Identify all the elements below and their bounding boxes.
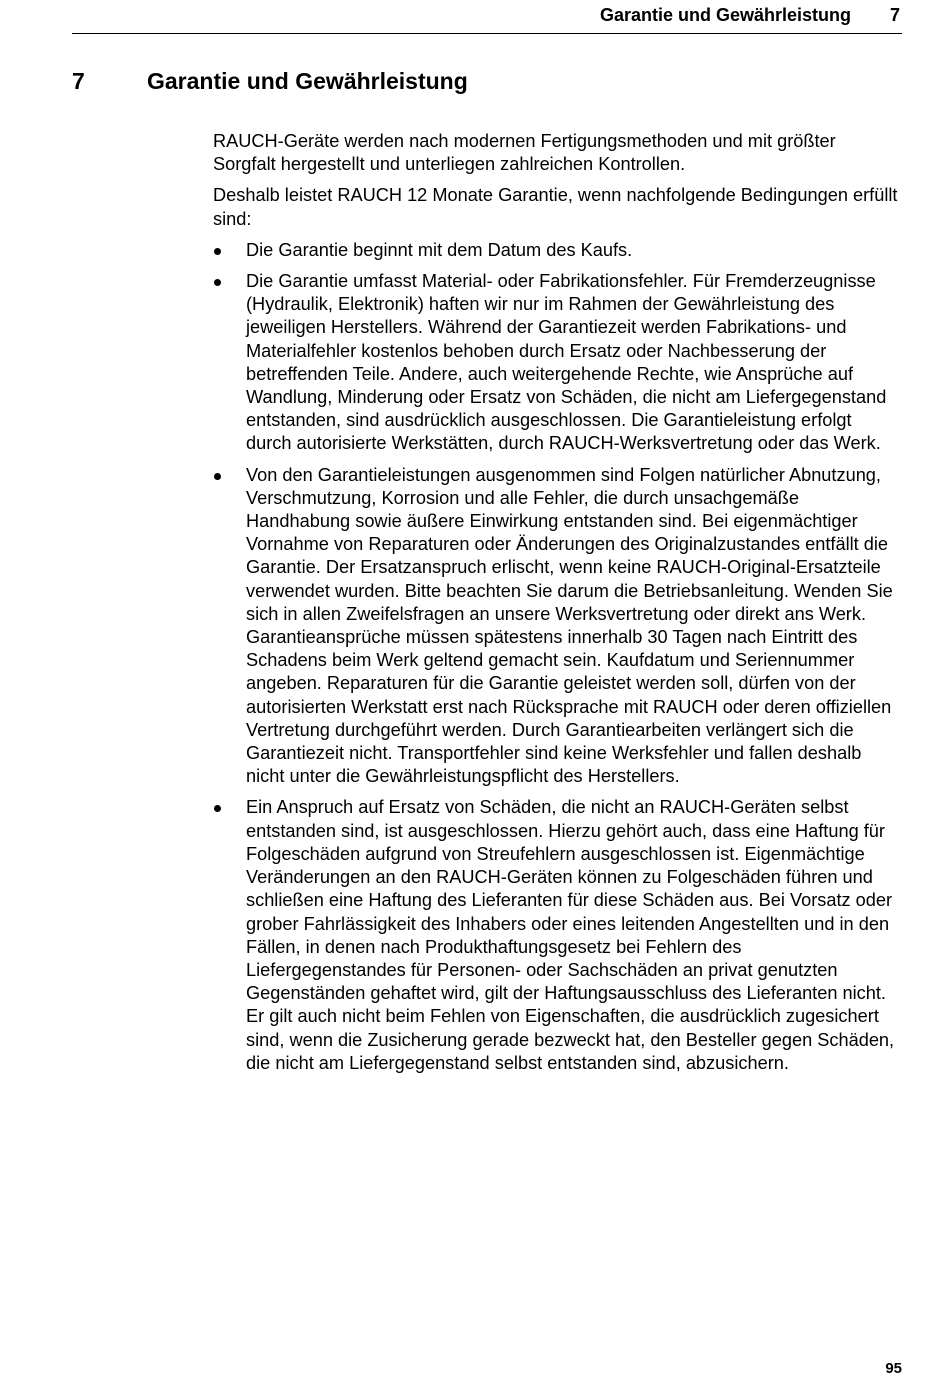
running-header-title: Garantie und Gewährleistung <box>599 5 851 25</box>
bullet-icon <box>214 473 221 480</box>
list-item <box>213 239 900 262</box>
list-item <box>213 270 900 456</box>
body-text <box>213 130 900 1083</box>
list-item-text: Von den Garantieleistungen ausgenommen sind Folgen natürlicher Abnutzung, Verschmutzung, Korrosion und alle Fehler, die durch unsachgemäße Handhabung sowie äußere Einwirkung entstanden sind. Bei eigenmächtiger Vornahme von Reparaturen oder Änderungen des Originalzustandes entfällt die Garantie. Der Ersatzanspruch erlischt, wenn keine RAUCH-Original-Ersatzteile verwendet wurden. Bitte beachten Sie darum die Betriebsanleitung. Wenden Sie sich in allen Zweifelsfragen an unsere Werksvertretung oder direkt ans Werk. Garantieansprüche müssen spätestens innerhalb 30 Tagen nach Eintritt des Schadens beim Werk geltend gemacht sein. Kaufdatum und Seriennummer angeben. Reparaturen für die Garantie geleistet werden soll, dürfen von der autorisierten Werkstatt erst nach Rücksprache mit RAUCH oder deren offiziellen Vertretung durchgeführt werden. Durch Garantiearbeiten verlängert sich die Garantiezeit nicht. Transportfehler sind keine Werksfehler und fallen deshalb nicht unter die Gewährleistungspflicht des Herstellers. <box>246 464 893 787</box>
list-item <box>213 464 900 789</box>
intro-paragraph: RAUCH-Geräte werden nach modernen Fertigungsmethoden und mit größter Sorgfalt hergestellt und unterliegen zahlreichen Kontrollen. <box>213 131 836 175</box>
page-number: 95 <box>885 1360 902 1377</box>
chapter-title: Garantie und Gewährleistung <box>147 68 468 94</box>
list-item <box>213 796 900 1074</box>
bullet-icon <box>214 248 221 255</box>
list-item-text: Ein Anspruch auf Ersatz von Schäden, die nicht an RAUCH-Geräten selbst entstanden sind, ist ausgeschlossen. Hierzu gehört auch, dass eine Haftung für Folgeschäden aufgrund von Streufehlern ausgeschlossen ist. Eigenmächtige Veränderungen an den RAUCH-Geräten können zu Folgeschäden führen und schließen eine Haftung des Lieferanten für diese Schäden aus. Bei Vorsatz oder grober Fahrlässigkeit des Inhabers oder eines leitenden Angestellten und in den Fällen, in denen nach Produkthaftungsgesetz bei Fehlern des Liefergegenstandes für Personen- oder Sachschäden an privat genutzten Gegenständen gehaftet wird, gilt der Haftungsausschluss des Lieferanten nicht. Er gilt auch nicht beim Fehlen von Eigenschaften, die ausdrücklich zugesichert sind, wenn die Zusicherung gerade bezweckt hat, den Besteller gegen Schäden, die nicht am Liefergegenstand selbst entstanden sind, abzusichern. <box>246 797 895 1073</box>
warranty-conditions-list <box>213 239 900 1075</box>
chapter-number: 7 <box>72 68 85 94</box>
running-header <box>72 4 902 32</box>
intro-paragraph: Deshalb leistet RAUCH 12 Monate Garantie, wenn nachfolgende Bedingungen erfüllt sind: <box>213 185 898 229</box>
list-item-text: Die Garantie umfasst Material- oder Fabrikationsfehler. Für Fremderzeugnisse (Hydraulik, Elektronik) haften wir nur im Rahmen der Gewährleistung des jeweiligen Herstellers. Während der Garantiezeit werden Fabrikations- und Materialfehler kostenlos behoben durch Ersatz oder Nachbesserung der betreffenden Teile. Andere, auch weitergehende Rechte, wie Ansprüche auf Wandlung, Minderung oder Ersatz von Schäden, die nicht am Liefergegenstand entstanden, sind ausdrücklich ausgeschlossen. Die Garantieleistung erfolgt durch autorisierte Werkstätten, durch RAUCH-Werksvertretung oder das Werk. <box>246 271 887 454</box>
running-header-chapter-number: 7 <box>889 5 900 25</box>
list-item-text: Die Garantie beginnt mit dem Datum des Kaufs. <box>246 239 633 260</box>
bullet-icon <box>214 805 221 812</box>
header-divider <box>72 33 902 34</box>
bullet-icon <box>214 279 221 286</box>
